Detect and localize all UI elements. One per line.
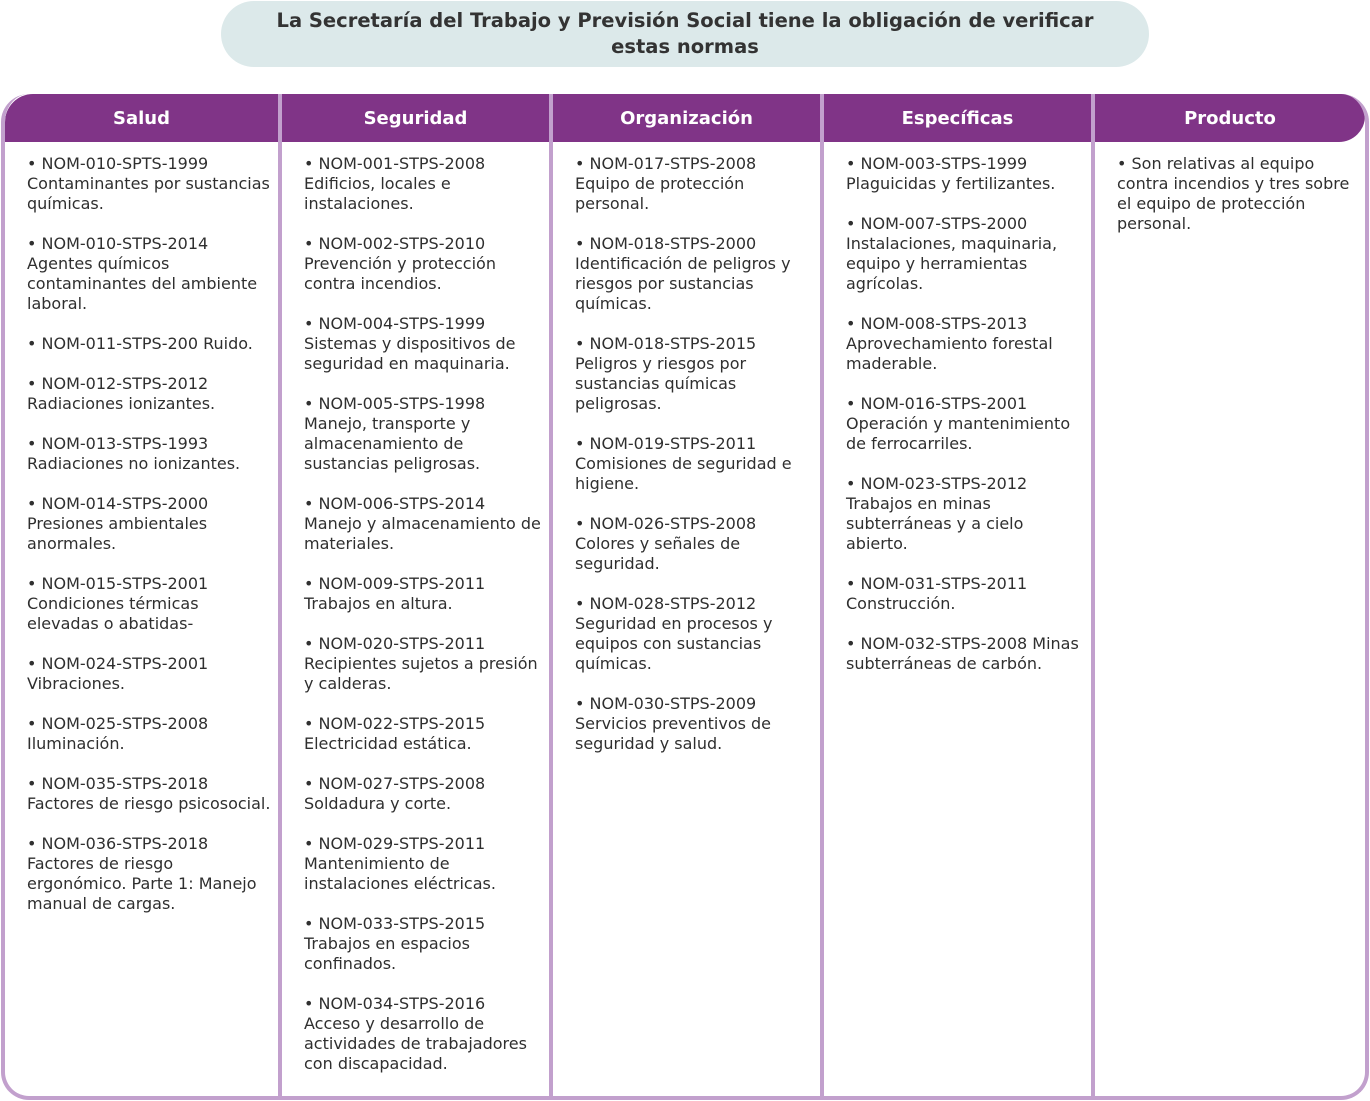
norm-item: • NOM-006-STPS-2014 Manejo y almacenamiento de materiales. (304, 494, 541, 553)
norm-item: • NOM-027-STPS-2008 Soldadura y corte. (304, 774, 486, 813)
norm-item: • NOM-002-STPS-2010 Prevención y protección contra incendios. (304, 234, 496, 293)
column-list-producto (1095, 142, 1365, 254)
column-especificas (820, 94, 1091, 1096)
norm-item: • NOM-004-STPS-1999 Sistemas y dispositivos de seguridad en maquinaria. (304, 314, 516, 373)
norm-item: • NOM-014-STPS-2000 Presiones ambientales anormales. (27, 494, 209, 553)
norm-item: • NOM-036-STPS-2018 Factores de riesgo ergonómico. Parte 1: Manejo manual de cargas. (27, 834, 257, 913)
norm-item: • NOM-018-STPS-2000 Identificación de peligros y riesgos por sustancias químicas. (575, 234, 791, 313)
norm-item: • NOM-009-STPS-2011 Trabajos en altura. (304, 574, 486, 613)
column-header-salud: Salud (5, 94, 278, 142)
column-list-especificas (824, 142, 1091, 694)
column-header-seguridad: Seguridad (282, 94, 549, 142)
norm-item: • NOM-010-STPS-2014 Agentes químicos contaminantes del ambiente laboral. (27, 234, 258, 313)
norm-item: • NOM-003-STPS-1999 Plaguicidas y fertilizantes. (846, 154, 1056, 193)
norm-item: • NOM-026-STPS-2008 Colores y señales de seguridad. (575, 514, 757, 573)
column-salud (5, 94, 278, 1096)
column-header-organizacion: Organización (553, 94, 820, 142)
norm-item: • NOM-025-STPS-2008 Iluminación. (27, 714, 209, 753)
norm-item: • NOM-033-STPS-2015 Trabajos en espacios confinados. (304, 914, 486, 973)
norm-item: • NOM-015-STPS-2001 Condiciones térmicas elevadas o abatidas- (27, 574, 209, 633)
column-list-salud (5, 142, 278, 934)
column-producto (1091, 94, 1365, 1096)
column-header-producto: Producto (1095, 94, 1365, 142)
column-list-organizacion (553, 142, 820, 774)
norm-item: • NOM-023-STPS-2012 Trabajos en minas subterráneas y a cielo abierto. (846, 474, 1028, 553)
norm-item: • NOM-010-SPTS-1999 Contaminantes por sustancias químicas. (27, 154, 270, 213)
norm-item: • NOM-030-STPS-2009 Servicios preventivos de seguridad y salud. (575, 694, 772, 753)
norm-item: • NOM-005-STPS-1998 Manejo, transporte y almacenamiento de sustancias peligrosas. (304, 394, 486, 473)
norm-item: • NOM-018-STPS-2015 Peligros y riesgos por sustancias químicas peligrosas. (575, 334, 757, 413)
page-title: La Secretaría del Trabajo y Previsión Social tiene la obligación de verificar estas normas (276, 9, 1094, 58)
norm-item: • NOM-008-STPS-2013 Aprovechamiento forestal maderable. (846, 314, 1053, 373)
column-seguridad (278, 94, 549, 1096)
norm-item: • NOM-022-STPS-2015 Electricidad estática. (304, 714, 486, 753)
column-header-especificas: Específicas (824, 94, 1091, 142)
norm-item: • NOM-016-STPS-2001 Operación y mantenimiento de ferrocarriles. (846, 394, 1071, 453)
norm-item: • NOM-011-STPS-200 Ruido. (27, 334, 253, 353)
norm-item: • NOM-012-STPS-2012 Radiaciones ionizantes. (27, 374, 216, 413)
norm-item: • Son relativas al equipo contra incendios y tres sobre el equipo de protección personal. (1117, 154, 1350, 233)
norm-item: • NOM-032-STPS-2008 Minas subterráneas de carbón. (846, 634, 1079, 673)
norm-item: • NOM-028-STPS-2012 Seguridad en procesos y equipos con sustancias químicas. (575, 594, 773, 673)
column-list-seguridad (282, 142, 549, 1094)
norms-table (1, 94, 1369, 1100)
norm-item: • NOM-029-STPS-2011 Mantenimiento de instalaciones eléctricas. (304, 834, 496, 893)
norm-item: • NOM-013-STPS-1993 Radiaciones no ionizantes. (27, 434, 241, 473)
norm-item: • NOM-017-STPS-2008 Equipo de protección personal. (575, 154, 757, 213)
norm-item: • NOM-024-STPS-2001 Vibraciones. (27, 654, 209, 693)
norm-item: • NOM-007-STPS-2000 Instalaciones, maquinaria, equipo y herramientas agrícolas. (846, 214, 1058, 293)
norm-item: • NOM-031-STPS-2011 Construcción. (846, 574, 1028, 613)
norm-item: • NOM-019-STPS-2011 Comisiones de seguridad e higiene. (575, 434, 792, 493)
norm-item: • NOM-020-STPS-2011 Recipientes sujetos a presión y calderas. (304, 634, 538, 693)
title-banner (221, 1, 1149, 67)
norm-item: • NOM-001-STPS-2008 Edificios, locales e instalaciones. (304, 154, 486, 213)
norm-item: • NOM-035-STPS-2018 Factores de riesgo psicosocial. (27, 774, 271, 813)
norm-item: • NOM-034-STPS-2016 Acceso y desarrollo de actividades de trabajadores con discapacidad. (304, 994, 527, 1073)
column-organizacion (549, 94, 820, 1096)
